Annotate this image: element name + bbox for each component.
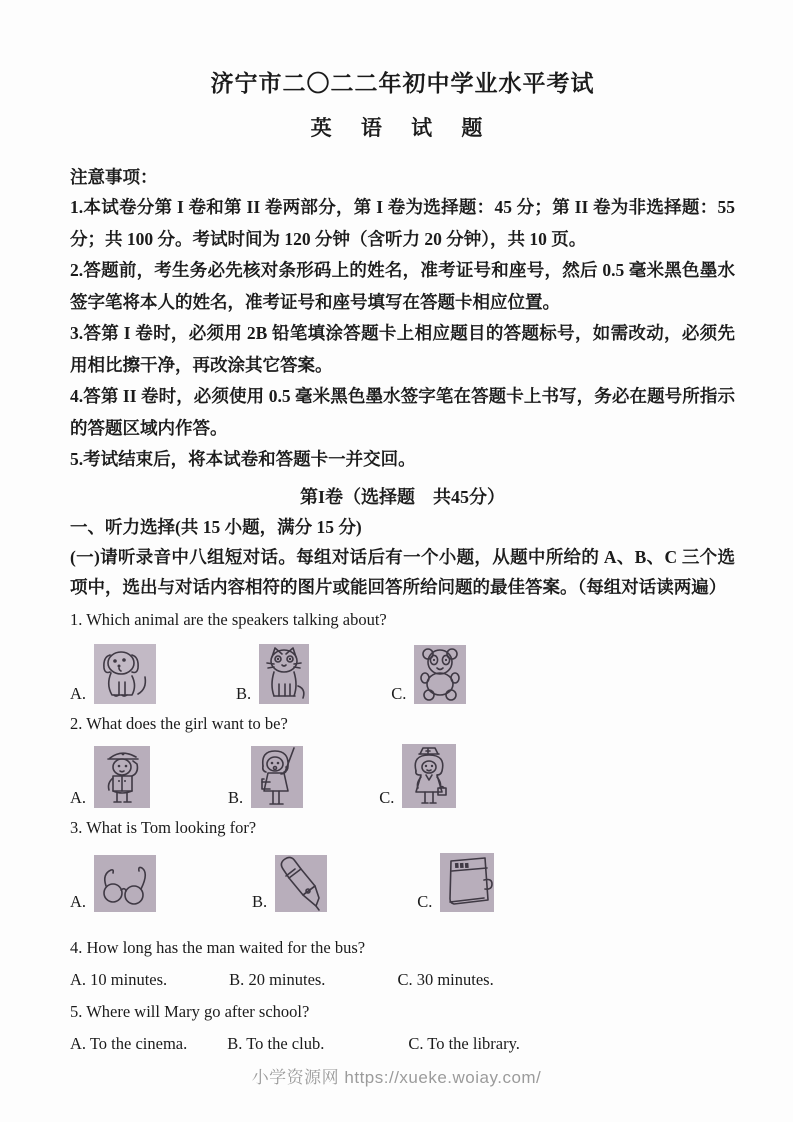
notice-item-5: 5.考试结束后，将本试卷和答题卡一并交回。	[70, 449, 416, 469]
question-3-stem: What is Tom looking for?	[86, 817, 257, 837]
option-text: 20 minutes.	[248, 969, 326, 989]
question-4-text	[70, 934, 735, 962]
pen-image	[275, 855, 327, 912]
question-5-text	[70, 998, 735, 1026]
footer-watermark: 小学资源网 https://xueke.woiay.com/	[251, 1068, 542, 1087]
question-3-text	[70, 814, 735, 842]
glasses-image	[94, 855, 156, 912]
option-label: B.	[227, 1033, 243, 1053]
question-1-option-b[interactable]	[236, 644, 309, 704]
option-label: C.	[397, 969, 413, 989]
option-label: C.	[417, 891, 433, 911]
teacher-image	[251, 746, 303, 808]
question-3-options	[70, 850, 735, 912]
question-4	[70, 934, 735, 994]
question-5-option-b[interactable]	[227, 1030, 324, 1058]
question-2-text	[70, 710, 735, 738]
option-label: C.	[379, 787, 395, 807]
question-5-number: 5.	[70, 1001, 83, 1021]
question-1-stem: Which animal are the speakers talking about?	[86, 609, 387, 629]
option-label: C.	[391, 683, 407, 703]
dog-image	[94, 644, 156, 704]
question-1-option-c[interactable]	[391, 645, 466, 704]
question-5-option-a[interactable]	[70, 1030, 187, 1058]
option-label: A.	[70, 969, 87, 989]
police-officer-image	[94, 746, 150, 808]
question-5	[70, 998, 735, 1058]
page-title: 济宁市二〇二二年初中学业水平考试	[210, 71, 595, 96]
option-label: A.	[70, 787, 87, 807]
question-3-option-a[interactable]	[70, 855, 156, 912]
question-3	[70, 814, 735, 912]
question-1-option-a[interactable]	[70, 644, 156, 704]
option-text: To the library.	[427, 1033, 520, 1053]
notice-list	[70, 192, 735, 476]
cat-image	[259, 644, 309, 704]
question-2-option-b[interactable]	[228, 746, 303, 808]
question-4-option-c[interactable]	[397, 966, 493, 994]
part-instructions: (一)请听录音中八组短对话。每组对话后有一个小题，从题中所给的 A、B、C 三个选项中，选出与对话内容相符的图片或能回答所给问题的最佳答案。（每组对话读两遍）	[70, 546, 735, 597]
question-1-options	[70, 642, 735, 704]
option-label: B.	[229, 969, 245, 989]
question-5-options	[70, 1030, 735, 1058]
question-4-stem: How long has the man waited for the bus?	[86, 937, 366, 957]
option-text: 10 minutes.	[90, 969, 168, 989]
question-4-number: 4.	[70, 937, 83, 957]
notice-item-2: 2.答题前，考生务必先核对条形码上的姓名，准考证号和座号，然后 0.5 毫米黑色墨水签字笔将本人的姓名，准考证号和座号填写在答题卡相应位置。	[70, 260, 735, 312]
question-2-number: 2.	[70, 713, 83, 733]
question-2-stem: What does the girl want to be?	[86, 713, 288, 733]
question-3-option-b[interactable]	[252, 855, 327, 912]
option-label: A.	[70, 683, 87, 703]
option-text: To the club.	[246, 1033, 325, 1053]
question-5-option-c[interactable]	[408, 1030, 520, 1058]
option-label: B.	[252, 891, 268, 911]
question-4-option-b[interactable]	[229, 966, 325, 994]
question-2-option-a[interactable]	[70, 746, 150, 808]
notice-heading: 注意事项：	[70, 167, 158, 187]
part-heading: 一、听力选择(共 15 小题，满分 15 分)	[70, 516, 362, 537]
option-label: C.	[408, 1033, 424, 1053]
question-1	[70, 606, 735, 704]
panda-image	[414, 645, 466, 704]
notebook-image	[440, 853, 494, 912]
question-2	[70, 710, 735, 808]
question-4-options	[70, 966, 735, 994]
option-text: To the cinema.	[89, 1033, 188, 1053]
notice-item-3: 3.答第 I 卷时，必须用 2B 铅笔填涂答题卡上相应题目的答题标号，如需改动，必须先用相比擦干净，再改涂其它答案。	[70, 323, 735, 375]
option-label: B.	[236, 683, 252, 703]
question-5-stem: Where will Mary go after school?	[86, 1001, 310, 1021]
nurse-image	[402, 744, 456, 808]
question-2-options	[70, 746, 735, 808]
question-3-option-c[interactable]	[417, 853, 494, 912]
section-title: 第I卷（选择题 共45分）	[299, 486, 505, 507]
notice-item-1: 1.本试卷分第 I 卷和第 II 卷两部分，第 I 卷为选择题：45 分；第 II 卷为非选择题：55 分；共 100 分。考试时间为 120 分钟（含听力 20 分钟），共 10 页。	[70, 197, 735, 249]
option-label: A.	[70, 891, 87, 911]
option-label: B.	[228, 787, 244, 807]
page-subtitle: 英 语 试 题	[310, 116, 495, 140]
notice-item-4: 4.答第 II 卷时，必须使用 0.5 毫米黑色墨水签字笔在答题卡上书写，务必在题号所指示的答题区域内作答。	[70, 386, 735, 438]
question-3-number: 3.	[70, 817, 83, 837]
question-1-number: 1.	[70, 609, 83, 629]
question-2-option-c[interactable]	[379, 744, 456, 808]
question-4-option-a[interactable]	[70, 966, 167, 994]
option-label: A.	[70, 1033, 87, 1053]
option-text: 30 minutes.	[416, 969, 494, 989]
question-1-text	[70, 606, 735, 634]
